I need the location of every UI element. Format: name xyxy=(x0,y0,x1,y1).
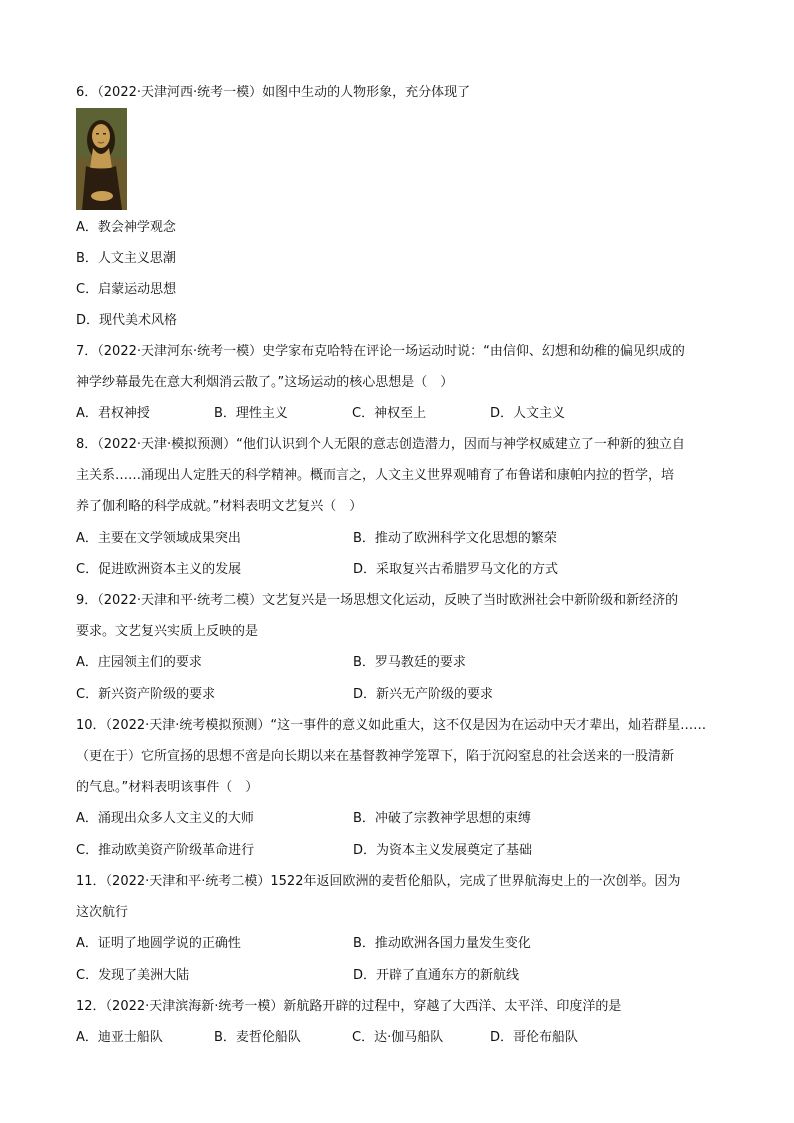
q8-option-b: B．推动了欧洲科学文化思想的繁荣 xyxy=(353,531,557,546)
q8-option-d: D．采取复兴古希腊罗马文化的方式 xyxy=(353,562,559,577)
q9-option-d: D．新兴无产阶级的要求 xyxy=(353,687,494,702)
q6-option-b: B．人文主义思潮 xyxy=(76,251,176,266)
q8-stem-line-3: 养了伽利略的科学成就。”材料表明文艺复兴（ ） xyxy=(76,499,363,514)
q7-stem-line-2: 神学纱幕最先在意大利烟消云散了。”这场运动的核心思想是（ ） xyxy=(76,375,454,390)
q11-stem-line-1: 11．（2022·天津和平·统考二模）1522年返回欧洲的麦哲伦船队，完成了世界航海史上的一次创举。因为 xyxy=(76,874,681,889)
q9-option-b: B．罗马教廷的要求 xyxy=(353,655,466,670)
q9-option-a: A．庄园领主们的要求 xyxy=(76,655,202,670)
q10-option-c: C．推动欧美资产阶级革命进行 xyxy=(76,843,255,858)
q6-option-d: D．现代美术风格 xyxy=(76,313,178,328)
q9-stem-line-2: 要求。文艺复兴实质上反映的是 xyxy=(76,624,259,639)
q6-option-a: A．教会神学观念 xyxy=(76,220,176,235)
q12-option-c: C．达·伽马船队 xyxy=(352,1030,444,1045)
q12-option-a: A．迪亚士船队 xyxy=(76,1030,163,1045)
q10-option-b: B．冲破了宗教神学思想的束缚 xyxy=(353,811,531,826)
q8-option-c: C．促进欧洲资本主义的发展 xyxy=(76,562,242,577)
q7-option-d: D．人文主义 xyxy=(490,406,566,421)
q8-option-a: A．主要在文学领域成果突出 xyxy=(76,531,241,546)
q11-option-c: C．发现了美洲大陆 xyxy=(76,968,190,983)
q8-stem-line-2: 主关系……涌现出人定胜天的科学精神。概而言之，人文主义世界观哺育了布鲁诺和康帕内拉的哲学，培 xyxy=(76,468,675,483)
q11-option-d: D．开辟了直通东方的新航线 xyxy=(353,968,520,983)
mona-lisa-image xyxy=(76,108,127,210)
q11-option-a: A．证明了地圆学说的正确性 xyxy=(76,936,241,951)
q10-option-a: A．涌现出众多人文主义的大师 xyxy=(76,811,254,826)
q7-option-a: A．君权神授 xyxy=(76,406,150,421)
q10-option-d: D．为资本主义发展奠定了基础 xyxy=(353,843,533,858)
q8-stem-line-1: 8．（2022·天津·模拟预测）“他们认识到个人无限的意志创造潜力，因而与神学权威建立了一种新的独立自 xyxy=(76,437,685,452)
q9-stem-line-1: 9．（2022·天津和平·统考二模）文艺复兴是一场思想文化运动，反映了当时欧洲社会中新阶级和新经济的 xyxy=(76,593,679,608)
q12-option-d: D．哥伦布船队 xyxy=(490,1030,579,1045)
q11-stem-line-2: 这次航行 xyxy=(76,905,129,920)
q11-option-b: B．推动欧洲各国力量发生变化 xyxy=(353,936,531,951)
q10-stem-line-3: 的气息。”材料表明该事件（ ） xyxy=(76,780,259,795)
q7-option-c: C．神权至上 xyxy=(352,406,427,421)
q10-stem-line-1: 10．（2022·天津·统考模拟预测）“这一事件的意义如此重大，这不仅是因为在运动中天才辈出，灿若群星…… xyxy=(76,718,707,733)
q6-stem: 6．（2022·天津河西·统考一模）如图中生动的人物形象，充分体现了 xyxy=(76,85,471,100)
q7-option-b: B．理性主义 xyxy=(214,406,288,421)
q12-option-b: B．麦哲伦船队 xyxy=(214,1030,301,1045)
q10-stem-line-2: （更在于）它所宣扬的思想不啻是向长期以来在基督教神学笼罩下，陷于沉闷窒息的社会送来的一股清新 xyxy=(76,749,675,764)
q9-option-c: C．新兴资产阶级的要求 xyxy=(76,687,216,702)
q12-stem: 12．（2022·天津滨海新·统考一模）新航路开辟的过程中，穿越了大西洋、太平洋、印度洋的是 xyxy=(76,999,622,1014)
q6-option-c: C．启蒙运动思想 xyxy=(76,282,177,297)
q7-stem-line-1: 7．（2022·天津河东·统考一模）史学家布克哈特在评论一场运动时说：“由信仰、幻想和幼稚的偏见织成的 xyxy=(76,344,685,359)
